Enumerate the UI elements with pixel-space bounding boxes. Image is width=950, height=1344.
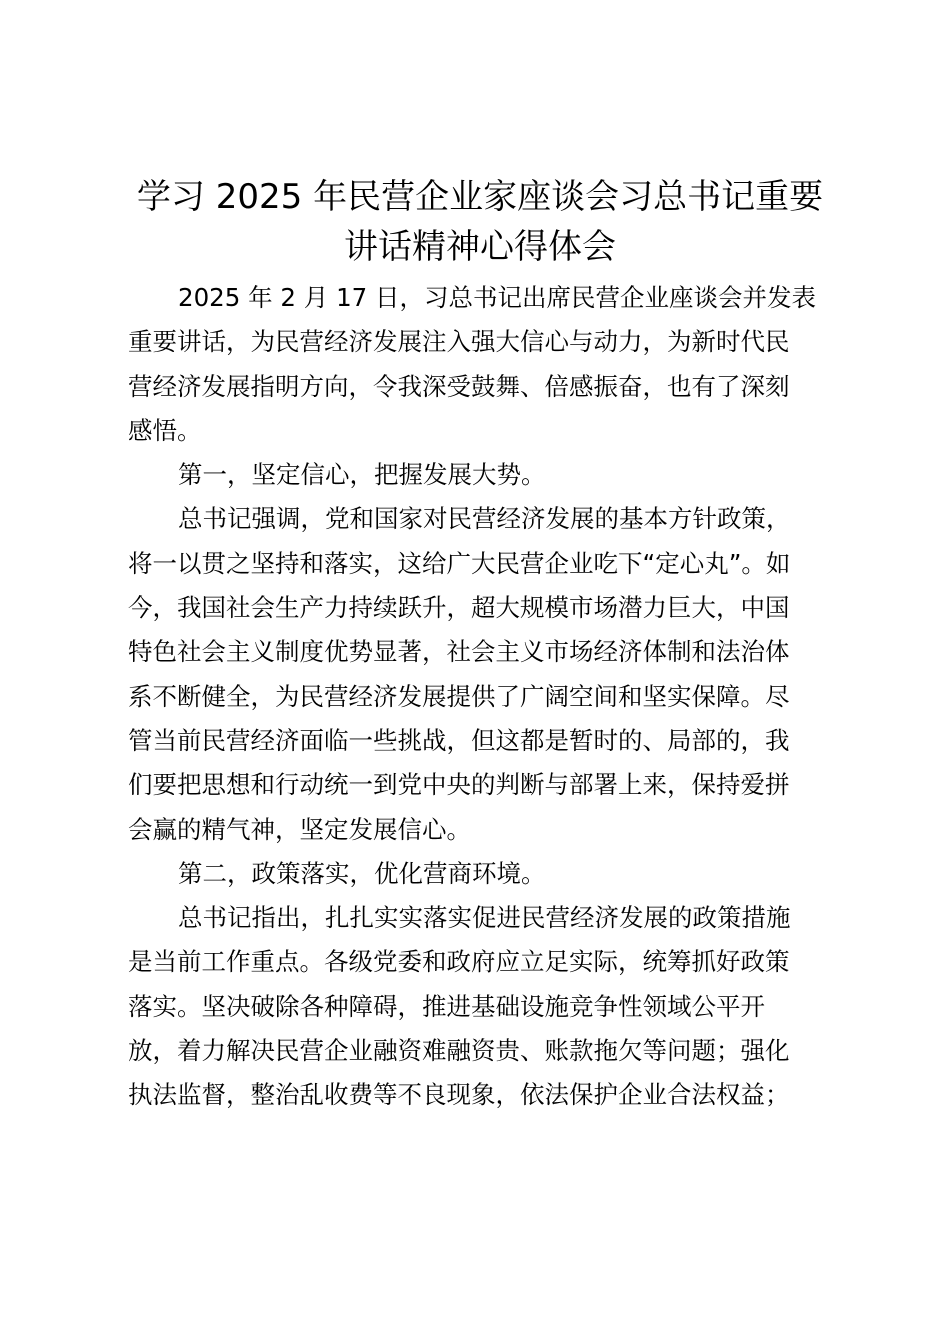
document-body (128, 276, 834, 1118)
paragraph-line: 特色社会主义制度优势显著，社会主义市场经济体制和法治体 (128, 637, 790, 667)
paragraph-line: 总书记强调，党和国家对民营经济发展的基本方针政策， (178, 504, 791, 534)
title-line-2: 讲话精神心得体会 (344, 227, 616, 267)
document-title (120, 172, 840, 272)
paragraph-line: 系不断健全，为民营经济发展提供了广阔空间和坚实保障。尽 (128, 681, 790, 711)
paragraph-line: 管当前民营经济面临一些挑战，但这都是暂时的、局部的，我 (128, 725, 790, 755)
paragraph-line: 2025 年 2 月 17 日，习总书记出席民营企业座谈会并发表 (178, 283, 817, 312)
section-heading: 第一，坚定信心，把握发展大势。 (178, 460, 546, 490)
paragraph-line: 是当前工作重点。各级党委和政府应立足实际，统筹抓好政策 (128, 947, 790, 977)
paragraph-line: 将一以贯之坚持和落实，这给广大民营企业吃下“定心丸”。如 (128, 548, 791, 578)
paragraph-line: 营经济发展指明方向，令我深受鼓舞、倍感振奋，也有了深刻 (128, 371, 790, 401)
paragraph-line: 落实。坚决破除各种障碍，推进基础设施竞争性领域公平开 (128, 991, 765, 1021)
paragraph-line: 会赢的精气神，坚定发展信心。 (128, 814, 471, 844)
paragraph-line: 今，我国社会生产力持续跃升，超大规模市场潜力巨大，中国 (128, 593, 790, 623)
paragraph-line: 放，着力解决民营企业融资难融资贵、账款拖欠等问题；强化 (128, 1036, 790, 1066)
section-heading: 第二，政策落实，优化营商环境。 (178, 858, 546, 888)
paragraph-line: 重要讲话，为民营经济发展注入强大信心与动力，为新时代民 (128, 327, 790, 357)
paragraph-line: 执法监督，整治乱收费等不良现象，依法保护企业合法权益； (128, 1080, 790, 1110)
paragraph-line: 们要把思想和行动统一到党中央的判断与部署上来，保持爱拼 (128, 770, 790, 800)
title-line-1: 学习 2025 年民营企业家座谈会习总书记重要 (136, 177, 824, 217)
paragraph-line: 总书记指出，扎扎实实落实促进民营经济发展的政策措施 (178, 903, 791, 933)
paragraph-line: 感悟。 (128, 415, 202, 445)
